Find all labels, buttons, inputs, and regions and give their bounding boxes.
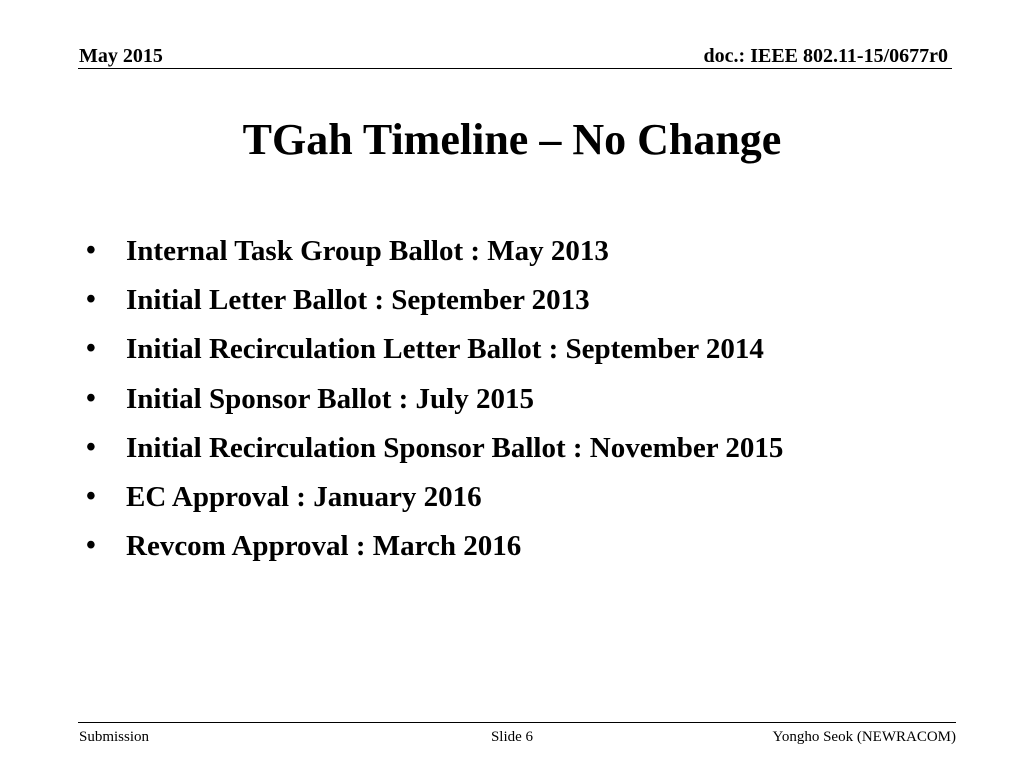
bullet-dot-icon: • (86, 283, 96, 315)
bullet-list (86, 226, 783, 571)
bullet-item (86, 472, 783, 521)
bullet-text: EC Approval : January 2016 (126, 481, 482, 514)
bullet-item (86, 423, 783, 472)
bullet-dot-icon: • (86, 382, 96, 414)
slide-title: TGah Timeline – No Change (242, 115, 782, 164)
bullet-item (86, 325, 783, 374)
header-doc-id: doc.: IEEE 802.11-15/0677r0 (703, 45, 948, 67)
footer-author: Yongho Seok (NEWRACOM) (772, 729, 956, 745)
bullet-text: Initial Recirculation Letter Ballot : September 2014 (126, 333, 764, 366)
bullet-text: Revcom Approval : March 2016 (126, 530, 522, 563)
bullet-text: Internal Task Group Ballot : May 2013 (126, 234, 609, 267)
bullet-item (86, 374, 783, 423)
bullet-text: Initial Letter Ballot : September 2013 (126, 283, 590, 316)
footer-divider (78, 722, 956, 723)
bullet-text: Initial Sponsor Ballot : July 2015 (126, 382, 534, 415)
bullet-dot-icon: • (86, 333, 96, 365)
bullet-item (86, 275, 783, 324)
bullet-item (86, 522, 783, 571)
footer-slide-number: Slide 6 (490, 729, 534, 745)
bullet-dot-icon: • (86, 234, 96, 266)
header-date: May 2015 (79, 45, 163, 67)
bullet-dot-icon: • (86, 481, 96, 513)
header-divider (78, 68, 952, 69)
bullet-dot-icon: • (86, 431, 96, 463)
bullet-dot-icon: • (86, 530, 96, 562)
bullet-text: Initial Recirculation Sponsor Ballot : November 2015 (126, 431, 784, 464)
footer-submission: Submission (79, 729, 150, 745)
bullet-item (86, 226, 783, 275)
